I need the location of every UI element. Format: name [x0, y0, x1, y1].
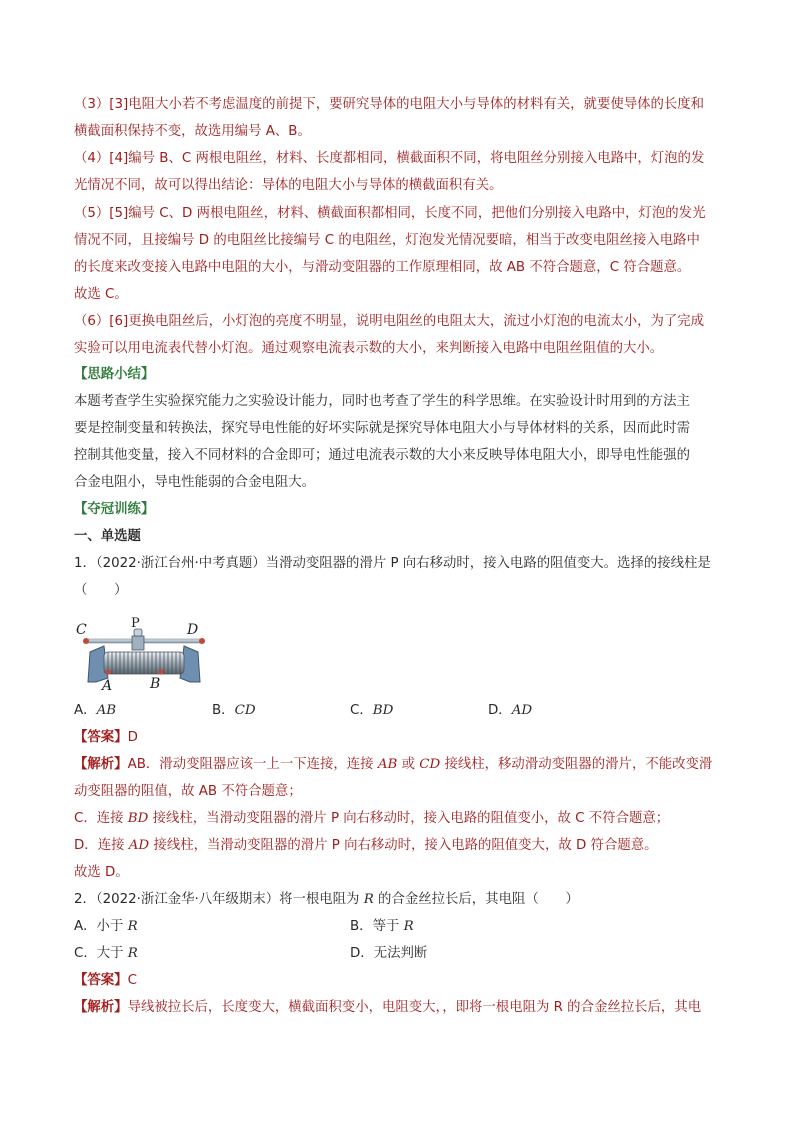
- summary-line: 本题考查学生实验探究能力之实验设计能力，同时也考查了学生的科学思维。在实验设计时用到的方法主: [74, 394, 690, 409]
- summary-line: 合金电阻小，导电性能弱的合金电阻大。: [74, 475, 316, 490]
- slider: [132, 636, 144, 650]
- label-b: B: [150, 676, 161, 692]
- analysis-text: 或: [397, 757, 420, 772]
- analysis-line: 故选 D。: [74, 865, 129, 880]
- option-value: AB: [96, 703, 117, 718]
- option-var: R: [127, 919, 138, 934]
- rheostat-figure: [74, 616, 214, 692]
- analysis-line: [74, 810, 669, 828]
- option-value: CD: [234, 703, 256, 718]
- label-c: C: [76, 622, 87, 638]
- option-c: [74, 945, 138, 963]
- analysis-text: 导线被拉长后，长度变大，横截面积变小，电阻变大，，即将一根电阻为 R 的合金丝拉长后，其电: [127, 1000, 702, 1015]
- option-letter: D．: [488, 703, 512, 718]
- question-stem: 1．（2022·浙江台州·中考真题）当滑动变阻器的滑片 P 向右移动时，接入电路的阻值变大。选择的接线柱是: [74, 556, 711, 571]
- option-letter: C．: [350, 703, 373, 718]
- analysis-var: AB: [377, 757, 398, 772]
- answer-tag: 【答案】: [74, 973, 128, 988]
- analysis-line: 的长度来改变接入电路中电阻的大小，与滑动变阻器的工作原理相同，故 AB 不符合题意，C 符合题意。: [74, 260, 691, 275]
- analysis-text: 接线柱，移动滑动变阻器的滑片，不能改变滑: [440, 757, 713, 772]
- terminal-c: [83, 638, 89, 644]
- option-var: R: [403, 919, 414, 934]
- option-text: C．大于: [74, 946, 128, 961]
- option-value: BD: [372, 703, 394, 718]
- option-var: R: [127, 946, 138, 961]
- analysis-line: 故选 C。: [74, 287, 128, 302]
- analysis-line: （3）[3]电阻大小若不考虑温度的前提下，要研究导体的电阻大小与导体的材料有关，就要使导体的长度和: [74, 97, 705, 112]
- analysis-text: AB．滑动变阻器应该一上一下连接，连接: [127, 757, 378, 772]
- option-d: [350, 945, 427, 963]
- option-b: [350, 918, 414, 936]
- answer-row: [74, 729, 138, 747]
- option-a: [74, 702, 116, 720]
- analysis-text: D．连接: [74, 838, 129, 853]
- analysis-var: BD: [127, 811, 149, 826]
- label-d: D: [187, 622, 199, 638]
- terminal-a: [105, 669, 110, 674]
- terminal-b: [158, 669, 163, 674]
- answer-value: C: [127, 973, 137, 988]
- stem-var: R: [363, 892, 374, 907]
- stem-text: 的合金丝拉长后，其电阻（ ）: [373, 892, 579, 907]
- label-a: A: [102, 678, 113, 692]
- label-p: P: [131, 616, 140, 631]
- analysis-text: C．连接: [74, 811, 128, 826]
- analysis-line: 光情况不同，故可以得出结论：导体的电阻大小与导体的横截面积有关。: [74, 178, 503, 193]
- analysis-line: 情况不同，且接编号 D 的电阻丝比接编号 C 的电阻丝，灯泡发光情况要暗，相当于改变电阻丝接入电路中: [74, 233, 700, 248]
- analysis-line: （4）[4]编号 B、C 两根电阻丝，材料、长度都相同，横截面积不同，将电阻丝分别接入电路中，灯泡的发: [74, 151, 705, 166]
- summary-heading: 【思路小结】: [74, 367, 155, 382]
- option-b: [212, 702, 256, 720]
- option-a: [74, 918, 138, 936]
- question-stem: [74, 891, 579, 909]
- analysis-line: [74, 756, 712, 774]
- analysis-line: [74, 999, 701, 1017]
- answer-value: D: [127, 730, 138, 745]
- option-text: B．等于: [350, 919, 404, 934]
- analysis-line: （5）[5]编号 C、D 两根电阻丝，材料、横截面积都相同，长度不同，把他们分别接入电路中，灯泡的发光: [74, 206, 706, 221]
- analysis-line: 横截面积保持不变，故选用编号 A、B。: [74, 124, 311, 139]
- option-d: [488, 702, 532, 720]
- option-letter: B．: [212, 703, 235, 718]
- terminal-d: [199, 638, 205, 644]
- analysis-tag: 【解析】: [74, 757, 128, 772]
- analysis-text: 接线柱，当滑动变阻器的滑片 P 向右移动时，接入电路的阻值变小，故 C 不符合题意；: [148, 811, 670, 826]
- section-title: 一、单选题: [74, 529, 141, 544]
- answer-tag: 【答案】: [74, 730, 128, 745]
- analysis-text: 接线柱，当滑动变阻器的滑片 P 向右移动时，接入电路的阻值变大，故 D 符合题意。: [149, 838, 658, 853]
- option-text: D．无法判断: [350, 946, 428, 961]
- stem-text: 2．（2022·浙江金华·八年级期末）将一根电阻为: [74, 892, 364, 907]
- analysis-line: 实验可以用电流表代替小灯泡。通过观察电流表示数的大小，来判断接入电路中电阻丝阻值的大小。: [74, 341, 664, 356]
- summary-line: 要是控制变量和转换法，探究导电性能的好坏实际就是探究导体电阻大小与导体材料的关系，因而此时需: [74, 421, 690, 436]
- option-c: [350, 702, 393, 720]
- option-text: A．小于: [74, 919, 128, 934]
- analysis-var: AD: [128, 838, 150, 853]
- analysis-tag: 【解析】: [74, 1000, 128, 1015]
- training-heading: 【夺冠训练】: [74, 502, 155, 517]
- analysis-var: CD: [419, 757, 441, 772]
- analysis-line: [74, 837, 658, 855]
- option-letter: A．: [74, 703, 97, 718]
- option-value: AD: [511, 703, 533, 718]
- analysis-line: 动变阻器的阻值，故 AB 不符合题意；: [74, 784, 302, 799]
- question-stem: （ ）: [74, 583, 128, 598]
- summary-line: 控制其他变量，接入不同材料的合金即可；通过电流表示数的大小来反映导体电阻大小，即导电性能强的: [74, 448, 690, 463]
- analysis-line: （6）[6]更换电阻丝后，小灯泡的亮度不明显，说明电阻丝的电阻太大，流过小灯泡的电流太小，为了完成: [74, 314, 705, 329]
- answer-row: [74, 972, 137, 990]
